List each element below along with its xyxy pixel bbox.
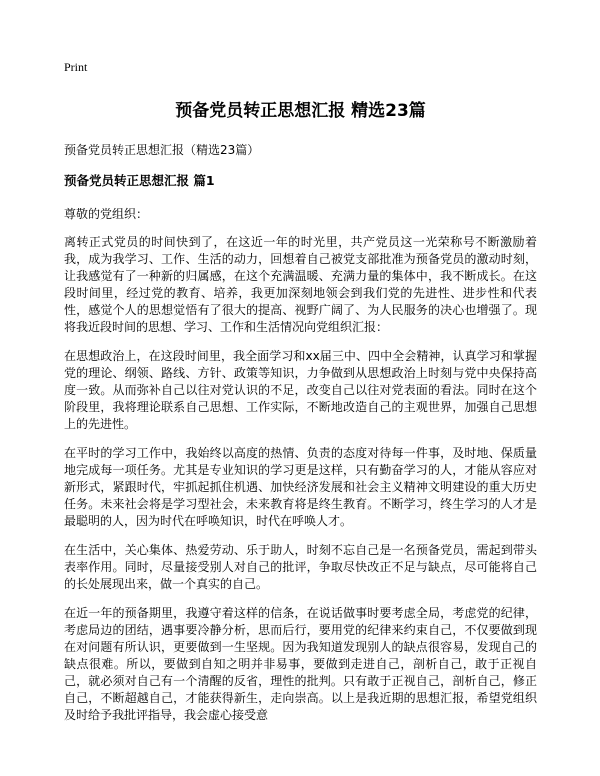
paragraph: 在近一年的预备期里，我遵守着这样的信条，在说话做事时要考虑全局，考虑党的纪律，考虑局边的团结，遇事要冷静分析，思而后行，要用党的纪律来约束自己，不仅要做到现在对问题有所认识，更要做到一生坚规。因为我知道发现别人的缺点很容易，发现自己的缺点很难。所以，要做到自知之明并非易事，要做到走进自己，剖析自己，敢于正视自己，就必须对自己有一个清醒的反省，理性的批判。只有敢于正视自己，剖析自己，修正自己，不断超越自己，才能获得新生，走向崇高。以上是我近期的思想汇报，希望党组织及时给予我批评指导，我会虚心接受意 (64, 606, 537, 722)
paragraph: 在平时的学习工作中，我始终以高度的热情、负责的态度对待每一件事，及时地、保质量地完成每一项任务。尤其是专业知识的学习更是这样，只有勤奋学习的人，才能从容应对新形式，紧跟时代，牢抓起抓住机遇、加快经济发展和社会主义精神文明建设的重大历史任务。未来社会将是学习型社会，未来教育将是终生教育。不断学习，终生学习的人才是最聪明的人，因为时代在呼唤知识，时代在呼唤人才。 (64, 446, 537, 528)
section-heading: 预备党员转正思想汇报 篇1 (64, 173, 215, 188)
salutation: 尊敬的党组织： (64, 207, 149, 221)
document-body (64, 234, 537, 724)
print-button[interactable]: Print (64, 60, 88, 74)
paragraph: 在思想政治上，在这段时间里，我全面学习和xx届三中、四中全会精神，认真学习和掌握党的理论、纲领、路线、方针、政策等知识，力争做到从思想政治上时刻与党中央保持高度一致。从而弥补自己以往对党认识的不足，改变自己以往对党表面的看法。同时在这个阶段里，我将理论联系自己思想、工作实际，不断地改造自己的主观世界，加强自己思想上的先进性。 (64, 349, 537, 431)
paragraph: 在生活中，关心集体、热爱劳动、乐于助人，时刻不忘自己是一名预备党员，需起到带头表率作用。同时，尽量接受别人对自己的批评，争取尽快改正不足与缺点，尽可能将自己的长处展现出来，做一个真实的自己。 (64, 543, 537, 591)
paragraph: 离转正式党员的时间快到了，在这近一年的时光里，共产党员这一光荣称号不断激励着我，成为我学习、工作、生活的动力，回想着自己被党支部批准为预备党员的激动时刻，让我感觉有了一种新的归属感，在这个充满温暖、充满力量的集体中，我不断成长。在这段时间里，经过党的教育、培养，我更加深刻地领会到我们党的先进性、进步性和代表性，感觉个人的思想觉悟有了很大的提高、视野广阔了、为人民服务的决心也增强了。现将我近段时间的思想、学习、工作和生活情况向党组织汇报： (64, 235, 537, 334)
document-title: 预备党员转正思想汇报 精选23篇 (175, 101, 426, 121)
document-subtitle: 预备党员转正思想汇报（精选23篇） (64, 143, 260, 157)
